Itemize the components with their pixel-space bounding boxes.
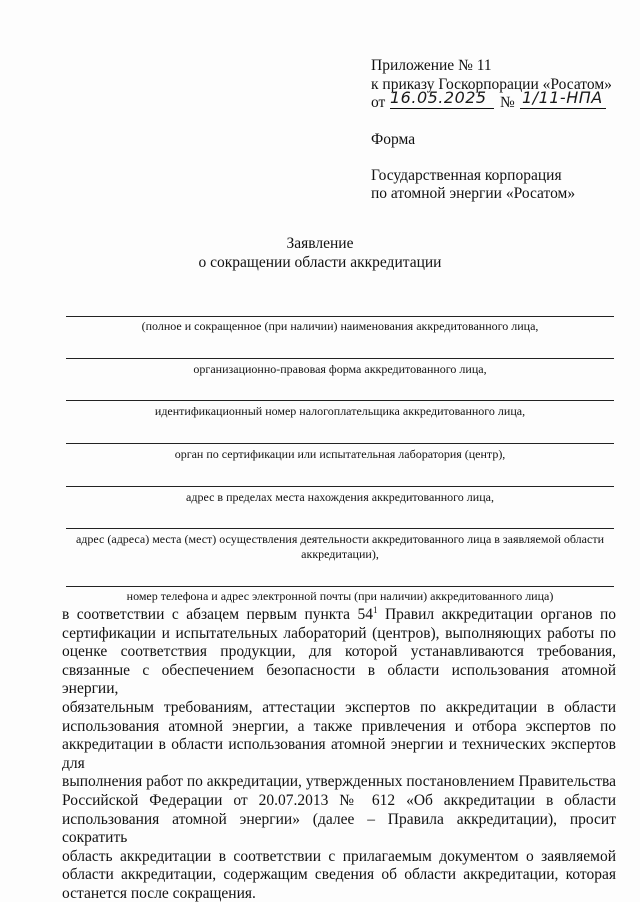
document-title: Заявление bbox=[286, 235, 354, 252]
body-line-last: останется после сокращения. bbox=[62, 884, 256, 902]
date-underline bbox=[390, 108, 494, 109]
order-reference: к приказу Госкорпорации «Росатом» bbox=[371, 76, 612, 93]
handwritten-date: 16.05.2025 bbox=[390, 88, 487, 107]
field-caption-body-type: орган по сертификации или испытательная лаборатория (центр), bbox=[174, 447, 506, 461]
body-line: сертификации и испытательных лабораторий (центров), выполняющих работы по bbox=[62, 624, 616, 642]
field-caption-legal-form: организационно-правовая форма аккредитованного лица, bbox=[193, 362, 487, 376]
number-sign: № bbox=[500, 94, 515, 111]
body-line: область аккредитации в соответствии с прилагаемым документом о заявляемой bbox=[62, 847, 616, 865]
field-line-activity-address[interactable] bbox=[66, 528, 614, 529]
handwritten-number: 1/11-НПА bbox=[522, 88, 603, 107]
field-caption-address: адрес в пределах места нахождения аккредитованного лица, bbox=[186, 490, 494, 504]
field-caption-activity-address: адрес (адреса) места (мест) осуществления деятельности аккредитованного лица в заявляемой области аккредитации), bbox=[75, 532, 604, 561]
order-date-line bbox=[371, 93, 385, 112]
document-subtitle: о сокращении области аккредитации bbox=[198, 254, 442, 271]
from-prefix: от bbox=[371, 94, 386, 111]
field-line-legal-form[interactable] bbox=[66, 358, 614, 359]
addressee-line-1: Государственная корпорация bbox=[371, 167, 562, 184]
statement-paragraph bbox=[62, 606, 616, 904]
field-caption-name: (полное и сокращенное (при наличии) наименования аккредитованного лица, bbox=[141, 319, 539, 333]
number-underline bbox=[520, 108, 606, 109]
field-line-inn[interactable] bbox=[66, 400, 614, 401]
field-line-contacts[interactable] bbox=[66, 586, 614, 587]
field-line-address[interactable] bbox=[66, 486, 614, 487]
body-line: связанные с обеспечением безопасности в области использования атомной энергии, bbox=[62, 661, 616, 698]
field-caption-inn: идентификационный номер налогоплательщика аккредитованного лица, bbox=[154, 404, 526, 418]
field-caption-contacts: номер телефона и адрес электронной почты (при наличии) аккредитованного лица) bbox=[126, 589, 554, 603]
body-line-1: в соответствии с абзацем первым пункта $54^1$ Правил аккредитации органов по bbox=[62, 605, 617, 623]
addressee-line-2: по атомной энергии «Росатом» bbox=[371, 185, 576, 202]
field-line-name[interactable] bbox=[66, 316, 614, 317]
body-line: выполнения работ по аккредитации, утвержденных постановлением Правительства bbox=[62, 773, 616, 791]
footnote-mark: 1 bbox=[372, 605, 378, 615]
body-line: аккредитации в области использования атомной энергии и технических экспертов для bbox=[62, 736, 616, 772]
body-line: использования атомной энергии» (далее – Правила аккредитации), просит сократить bbox=[62, 810, 616, 847]
field-line-body-type[interactable] bbox=[66, 443, 614, 444]
form-label: Форма bbox=[371, 131, 416, 148]
body-line: области аккредитации, содержащим сведения об области аккредитации, которая bbox=[62, 866, 616, 884]
body-line: Российской Федерации от 20.07.2013 № 612 «Об аккредитации в области bbox=[62, 791, 616, 809]
body-line: оценке соответствия продукции, для которой устанавливаются требования, bbox=[62, 643, 616, 661]
body-line: использования атомной энергии, а также привлечения и отбора экспертов по bbox=[62, 717, 616, 735]
body-line: обязательным требованиям, аттестации экспертов по аккредитации в области bbox=[62, 698, 616, 716]
appendix-number: Приложение № 11 bbox=[371, 57, 492, 74]
